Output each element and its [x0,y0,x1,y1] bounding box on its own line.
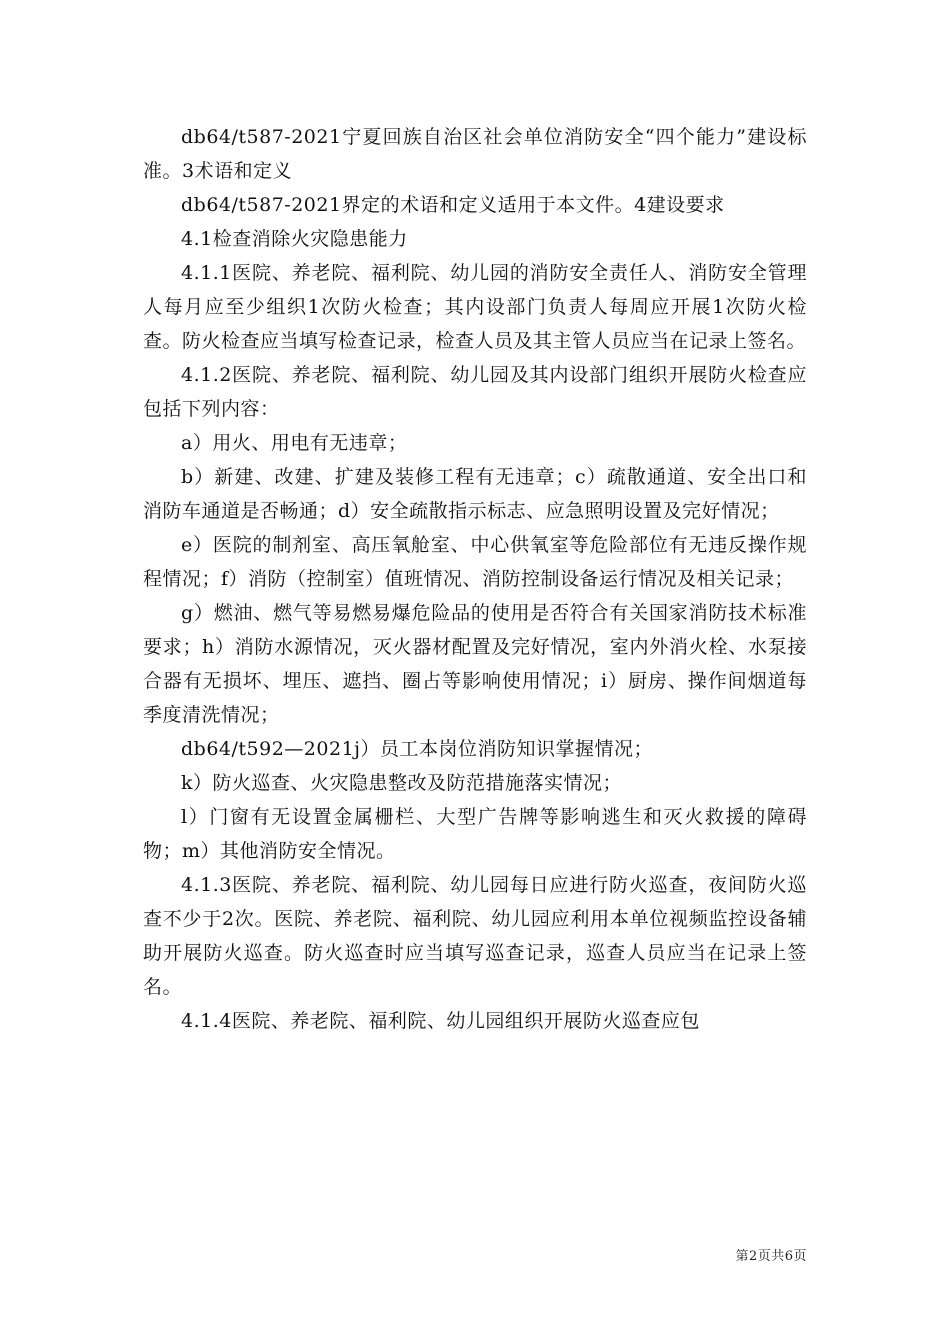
list-item-g-i: g）燃油、燃气等易燃易爆危险品的使用是否符合有关国家消防技术标准要求；h）消防水源情况，灭火器材配置及完好情况，室内外消火栓、水泵接合器有无损坏、埋压、遮挡、圈占等影响使用情况；i）厨房、操作间烟道每季度清洗情况； [143,602,807,726]
list-item-l-m: l）门窗有无设置金属栅栏、大型广告牌等影响逃生和灭火救援的障碍物；m）其他消防安全情况。 [143,806,807,862]
section-heading-4-1: 4.1检查消除火灾隐患能力 [181,228,408,250]
clause-4-1-3: 4.1.3医院、养老院、福利院、幼儿园每日应进行防火巡查，夜间防火巡查不少于2次。医院、养老院、福利院、幼儿园应利用本单位视频监控设备辅助开展防火巡查。防火巡查时应当填写巡查记录，巡查人员应当在记录上签名。 [143,874,807,998]
clause-4-1-1: 4.1.1医院、养老院、福利院、幼儿园的消防安全责任人、消防安全管理人每月应至少组织1次防火检查；其内设部门负责人每周应开展1次防火检查。防火检查应当填写检查记录，检查人员及其主管人员应当在记录上签名。 [143,262,807,352]
list-item-e-f: e）医院的制剂室、高压氧舱室、中心供氧室等危险部位有无违反操作规程情况；f）消防（控制室）值班情况、消防控制设备运行情况及相关记录； [143,534,807,590]
list-item-j: db64/t592—2021j）员工本岗位消防知识掌握情况； [181,738,654,760]
paragraph-2: db64/t587-2021界定的术语和定义适用于本文件。4建设要求 [181,194,725,216]
clause-4-1-4: 4.1.4医院、养老院、福利院、幼儿园组织开展防火巡查应包 [181,1010,700,1032]
clause-4-1-2: 4.1.2医院、养老院、福利院、幼儿园及其内设部门组织开展防火检查应包括下列内容： [143,364,807,420]
paragraph-1: db64/t587-2021宁夏回族自治区社会单位消防安全“四个能力”建设标准。3术语和定义 [143,126,807,182]
document-body [143,120,807,1038]
page-number-footer: 第2页共6页 [735,1249,807,1264]
list-item-b-d: b）新建、改建、扩建及装修工程有无违章；c）疏散通道、安全出口和消防车通道是否畅通；d）安全疏散指示标志、应急照明设置及完好情况； [143,466,807,522]
list-item-a: a）用火、用电有无违章； [181,432,408,454]
list-item-k: k）防火巡查、火灾隐患整改及防范措施落实情况； [181,772,623,794]
